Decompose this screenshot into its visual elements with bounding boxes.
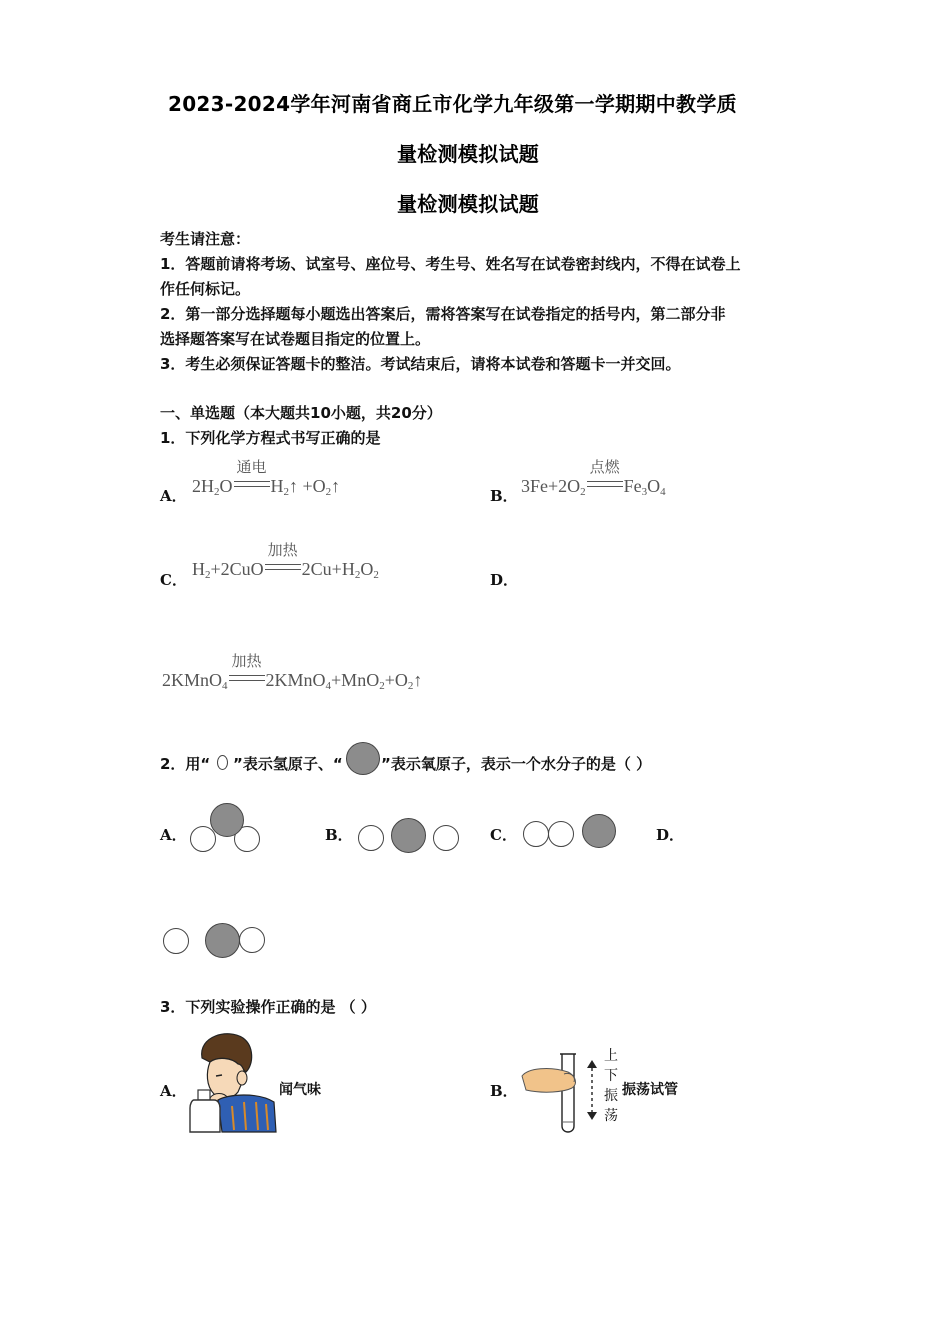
q3-option-b-caption: 振荡试管 bbox=[622, 1082, 678, 1098]
q1-option-c-label[interactable]: C． bbox=[160, 571, 187, 589]
hydrogen-atom-legend bbox=[217, 755, 228, 770]
hydrogen-atom bbox=[239, 927, 265, 953]
notice-line: 3．考生必须保证答题卡的整洁。考试结束后，请将本试卷和答题卡一并交回。 bbox=[160, 355, 681, 373]
q1-option-d-equation: 2KMnO$_4$ 加热 $2KMnO_4+MnO_2+O_2↑$ bbox=[162, 652, 423, 692]
hydrogen-atom bbox=[548, 821, 574, 847]
oxygen-atom bbox=[205, 923, 240, 958]
q1-option-a-label[interactable]: A． bbox=[160, 487, 187, 505]
question-2-stem-c: ”表示氧原子，表示一个水分子的是（ ） bbox=[381, 755, 652, 773]
q2-option-a-label[interactable]: A． bbox=[160, 826, 187, 844]
notice-line: 作任何标记。 bbox=[160, 280, 251, 298]
title-line-1: 2023-2024学年河南省商丘市化学九年级第一学期期中教学质 bbox=[168, 92, 737, 116]
arrow-char: 荡 bbox=[604, 1108, 618, 1124]
notice-line: 选择题答案写在试卷题目指定的位置上。 bbox=[160, 330, 431, 348]
q3-option-a-label[interactable]: A． bbox=[160, 1082, 187, 1100]
question-2-stem-b: ”表示氢原子、“ bbox=[233, 755, 343, 773]
hydrogen-atom bbox=[358, 825, 384, 851]
q3-option-b-arrow-label bbox=[604, 1046, 620, 1126]
arrow-char: 上 bbox=[604, 1048, 618, 1064]
notice-heading: 考生请注意： bbox=[160, 230, 251, 248]
q2-option-d-label[interactable]: D． bbox=[656, 826, 685, 844]
notice-line: 1．答题前请将考场、试室号、座位号、考生号、姓名写在试卷密封线内，不得在试卷上 bbox=[160, 255, 741, 273]
question-2-stem-a: 2．用“ bbox=[160, 755, 211, 773]
question-1-stem: 1．下列化学方程式书写正确的是 bbox=[160, 429, 381, 447]
test-tube-shaking-illustration bbox=[520, 1052, 610, 1138]
q2-option-b-label[interactable]: B． bbox=[325, 826, 353, 844]
oxygen-atom bbox=[582, 814, 616, 848]
oxygen-atom-legend bbox=[346, 742, 380, 775]
notice-line: 2．第一部分选择题每小题选出答案后，需将答案写在试卷指定的括号内，第二部分非 bbox=[160, 305, 726, 323]
section-heading: 一、单选题（本大题共10小题，共20分） bbox=[160, 404, 442, 422]
q1-option-b-equation: $3Fe+2O_2$ 点燃 $Fe_3O_4$ bbox=[521, 458, 666, 498]
hydrogen-atom bbox=[163, 928, 189, 954]
oxygen-atom bbox=[391, 818, 426, 853]
q3-option-b-label[interactable]: B． bbox=[490, 1082, 518, 1100]
hydrogen-atom bbox=[433, 825, 459, 851]
hydrogen-atom bbox=[523, 821, 549, 847]
hydrogen-atom bbox=[190, 826, 216, 852]
title-line-2: 量检测模拟试题 bbox=[397, 142, 540, 166]
q1-option-b-label[interactable]: B． bbox=[490, 487, 518, 505]
q1-option-c-equation: $H_2+2CuO$ 加热 $2Cu+H_2O_2$ bbox=[192, 541, 379, 581]
arrow-char: 下 bbox=[604, 1068, 618, 1084]
arrow-char: 振 bbox=[604, 1088, 618, 1104]
q1-option-a-equation: $2H_2O$ 通电 $H_2↑$ $+O_2↑$ bbox=[192, 458, 341, 498]
q2-option-c-label[interactable]: C． bbox=[490, 826, 517, 844]
q3-option-a-caption: 闻气味 bbox=[279, 1082, 321, 1098]
q1-option-d-label[interactable]: D． bbox=[490, 571, 519, 589]
question-3-stem: 3．下列实验操作正确的是 （ ） bbox=[160, 998, 376, 1016]
smelling-illustration bbox=[188, 1028, 278, 1136]
title-line-3: 量检测模拟试题 bbox=[397, 192, 540, 216]
oxygen-atom bbox=[210, 803, 244, 837]
